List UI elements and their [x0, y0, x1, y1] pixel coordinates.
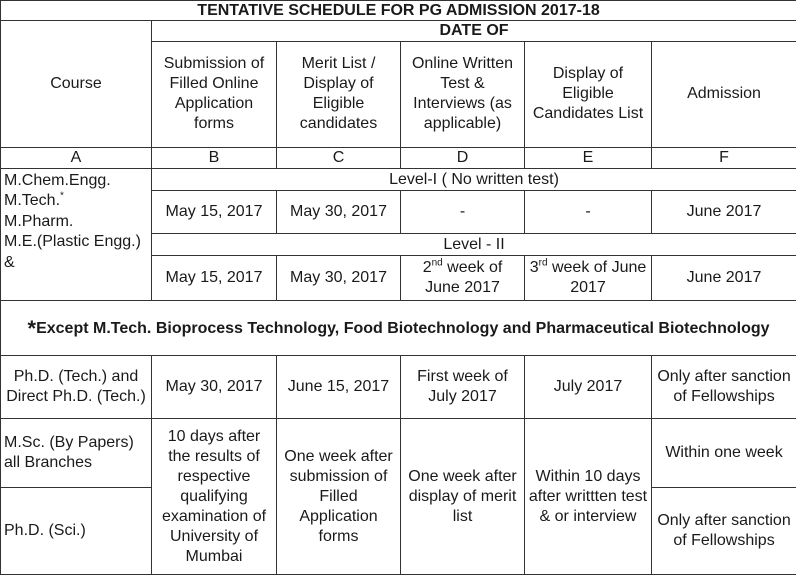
level-1-admission: June 2017: [652, 191, 796, 234]
level-2-test: 2nd week of June 2017: [401, 256, 525, 301]
phd-tech-submission: May 30, 2017: [152, 356, 277, 419]
column-letter-d: D: [401, 147, 525, 168]
asterisk-mark: *: [60, 191, 64, 203]
level-1-merit: May 30, 2017: [277, 191, 401, 234]
column-letter-a: A: [1, 147, 152, 168]
level-2-submission: May 15, 2017: [152, 256, 277, 301]
display-list-header: Display of Eligible Candidates List: [525, 41, 652, 147]
level-2-label: Level - II: [152, 234, 796, 256]
submission-header: Submission of Filled Online Application forms: [152, 41, 277, 147]
pg-courses-cell: [1, 168, 152, 300]
science-display: Within 10 days after writtten test & or interview: [525, 419, 652, 575]
level-1-display: -: [525, 191, 652, 234]
level-1-label: Level-I ( No written test): [152, 168, 796, 190]
science-merit: One week after submission of Filled Application forms: [277, 419, 401, 575]
level-1-test: -: [401, 191, 525, 234]
phd-tech-admission: Only after sanction of Fellowships: [652, 356, 796, 419]
course-mpharm: M.Pharm.: [4, 212, 74, 230]
science-test: One week after display of merit list: [401, 419, 525, 575]
science-submission: 10 days after the results of respective qualifying examination of University of Mumbai: [152, 419, 277, 575]
note-text: Except M.Tech. Bioprocess Technology, Food Biotechnology and Pharmaceutical Biotechnology: [36, 319, 770, 337]
column-letter-b: B: [152, 147, 277, 168]
level-2-display: 3rd week of June 2017: [525, 256, 652, 301]
schedule-title: TENTATIVE SCHEDULE FOR PG ADMISSION 2017-18: [1, 1, 796, 21]
phd-tech-test: First week of July 2017: [401, 356, 525, 419]
course-header: Course: [1, 21, 152, 147]
column-letter-f: F: [652, 147, 796, 168]
phd-sci-admission: Only after sanction of Fellowships: [652, 488, 796, 575]
level-1-submission: May 15, 2017: [152, 191, 277, 234]
note-asterisk: *: [27, 315, 37, 341]
course-mtech-label: M.Tech.: [4, 192, 61, 210]
date-of-header: DATE OF: [152, 21, 796, 41]
phd-tech-merit: June 15, 2017: [277, 356, 401, 419]
merit-list-header: Merit List / Display of Eligible candidates: [277, 41, 401, 147]
course-me-plastic: M.E.(Plastic Engg.) &: [4, 233, 141, 271]
msc-admission: Within one week: [652, 419, 796, 488]
phd-sci-course: Ph.D. (Sci.): [1, 488, 152, 575]
course-mtech: [4, 191, 148, 212]
column-letter-c: C: [277, 147, 401, 168]
exception-note: [1, 301, 796, 356]
level-2-merit: May 30, 2017: [277, 256, 401, 301]
written-test-header: Online Written Test & Interviews (as applicable): [401, 41, 525, 147]
msc-course: M.Sc. (By Papers) all Branches: [1, 419, 152, 488]
course-mchem: M.Chem.Engg.: [4, 171, 111, 189]
column-letter-e: E: [525, 147, 652, 168]
phd-tech-display: July 2017: [525, 356, 652, 419]
phd-tech-course: Ph.D. (Tech.) and Direct Ph.D. (Tech.): [1, 356, 152, 419]
admission-header: Admission: [652, 41, 796, 147]
level-2-admission: June 2017: [652, 256, 796, 301]
